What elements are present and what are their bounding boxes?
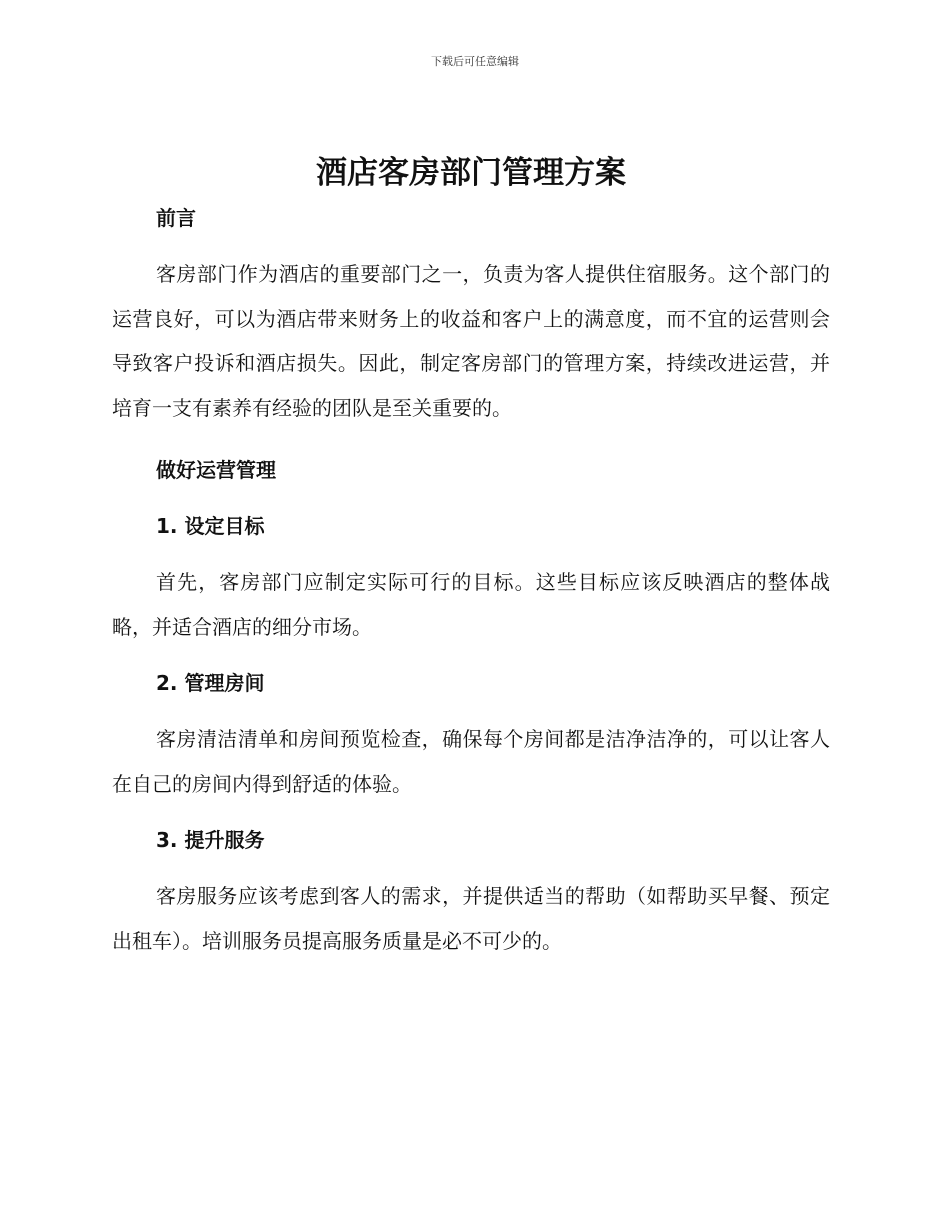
preface-heading: 前言 xyxy=(156,206,196,230)
page-header-note: 下载后可任意编辑 xyxy=(431,55,519,68)
document-body xyxy=(112,150,830,963)
subsection-heading-set-goals: 1. 设定目标 xyxy=(156,514,265,538)
preface-paragraph: 客房部门作为酒店的重要部门之一，负责为客人提供住宿服务。这个部门的运营良好，可以为酒店带来财务上的收益和客户上的满意度，而不宜的运营则会导致客户投诉和酒店损失。因此，制定客房部门的管理方案，持续改进运营，并培育一支有素养有经验的团队是至关重要的。 xyxy=(112,262,830,420)
subsection-paragraph-improve-service: 客房服务应该考虑到客人的需求，并提供适当的帮助（如帮助买早餐、预定出租车）。培训服务员提高服务质量是必不可少的。 xyxy=(112,884,830,953)
operations-heading: 做好运营管理 xyxy=(156,458,276,482)
subsection-heading-improve-service: 3. 提升服务 xyxy=(156,828,265,852)
subsection-heading-manage-rooms: 2. 管理房间 xyxy=(156,671,265,695)
subsection-paragraph-set-goals: 首先，客房部门应制定实际可行的目标。这些目标应该反映酒店的整体战略，并适合酒店的细分市场。 xyxy=(112,570,830,639)
document-title: 酒店客房部门管理方案 xyxy=(316,155,626,191)
subsection-paragraph-manage-rooms: 客房清洁清单和房间预览检查，确保每个房间都是洁净洁净的，可以让客人在自己的房间内得到舒适的体验。 xyxy=(112,727,830,796)
